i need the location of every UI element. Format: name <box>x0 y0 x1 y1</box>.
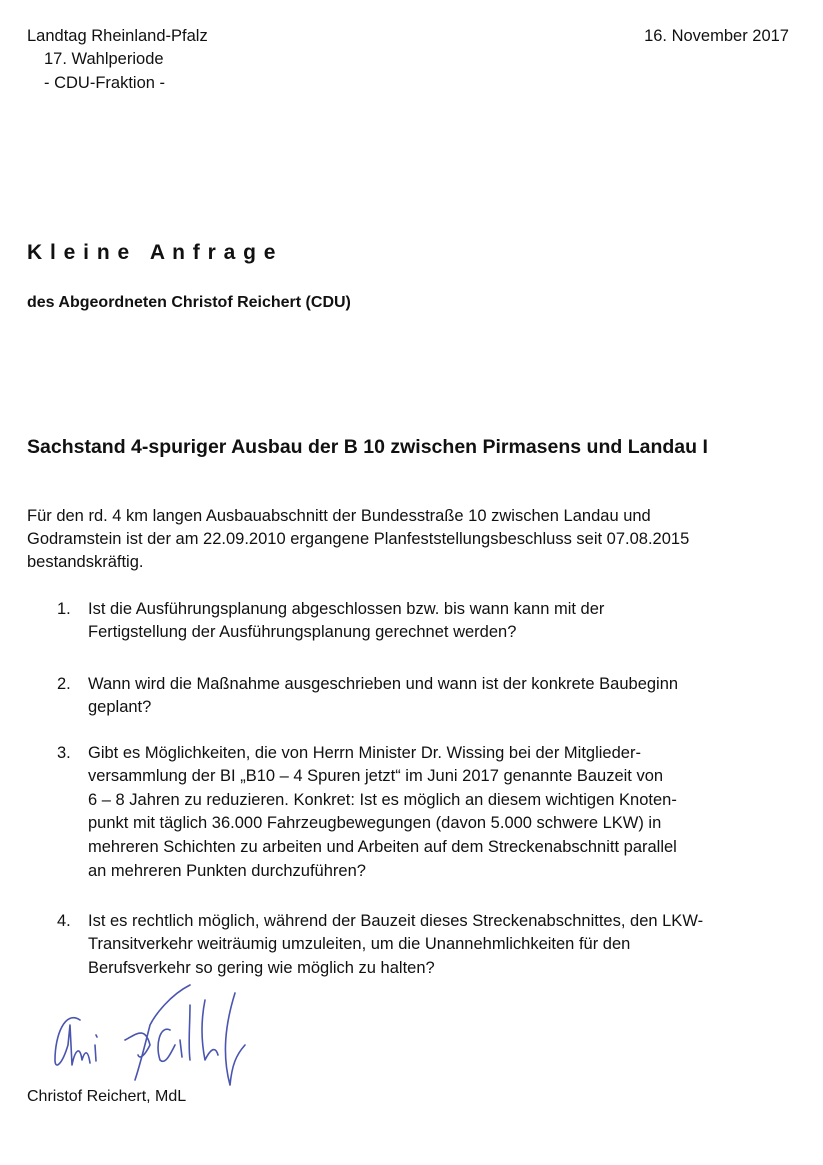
date: 16. November 2017 <box>644 27 789 45</box>
question-line: an mehreren Punkten durchzuführen? <box>88 862 366 880</box>
question-line: versammlung der BI „B10 – 4 Spuren jetzt“ im Juni 2017 genannte Bauzeit von <box>88 767 664 785</box>
institution: Landtag Rheinland-Pfalz <box>27 27 208 45</box>
intro-line: bestandskräftig. <box>27 553 144 571</box>
question-line: Transitverkehr weiträumig umzuleiten, um die Unannehmlichkeiten für den <box>88 935 631 953</box>
question-line: Berufsverkehr so gering wie möglich zu halten? <box>88 959 435 977</box>
handwritten-signature <box>40 965 280 1095</box>
question-line: geplant? <box>88 698 152 716</box>
question-line: 6 – 8 Jahren zu reduzieren. Konkret: Ist es möglich an diesem wichtigen Knoten- <box>88 791 677 809</box>
question-number: 4. <box>57 912 71 930</box>
intro-line: Godramstein ist der am 22.09.2010 ergangene Planfeststellungsbeschluss seit 07.08.2015 <box>27 530 690 548</box>
question-number: 1. <box>57 600 71 618</box>
heading: Sachstand 4-spuriger Ausbau der B 10 zwischen Pirmasens und Landau I <box>27 436 708 458</box>
question-number: 2. <box>57 675 71 693</box>
document-title: K l e i n e A n f r a g e <box>27 241 277 264</box>
faction: - CDU-Fraktion - <box>44 74 166 92</box>
legislative-period: 17. Wahlperiode <box>44 50 164 68</box>
question-line: Ist die Ausführungsplanung abgeschlossen bzw. bis wann kann mit der <box>88 600 605 618</box>
subtitle: des Abgeordneten Christof Reichert (CDU) <box>27 294 351 311</box>
question-line: Fertigstellung der Ausführungsplanung gerechnet werden? <box>88 623 517 641</box>
question-line: mehreren Schichten zu arbeiten und Arbeiten auf dem Streckenabschnitt parallel <box>88 838 677 856</box>
question-line: Wann wird die Maßnahme ausgeschrieben und wann ist der konkrete Baubeginn <box>88 675 679 693</box>
question-line: Gibt es Möglichkeiten, die von Herrn Minister Dr. Wissing bei der Mitglieder- <box>88 744 641 762</box>
signatory-name: Christof Reichert, MdL <box>27 1088 187 1105</box>
question-number: 3. <box>57 744 71 762</box>
intro-line: Für den rd. 4 km langen Ausbauabschnitt der Bundesstraße 10 zwischen Landau und <box>27 507 651 525</box>
question-line: Ist es rechtlich möglich, während der Bauzeit dieses Streckenabschnittes, den LKW- <box>88 912 704 930</box>
question-line: punkt mit täglich 36.000 Fahrzeugbewegungen (davon 5.000 schwere LKW) in <box>88 814 662 832</box>
